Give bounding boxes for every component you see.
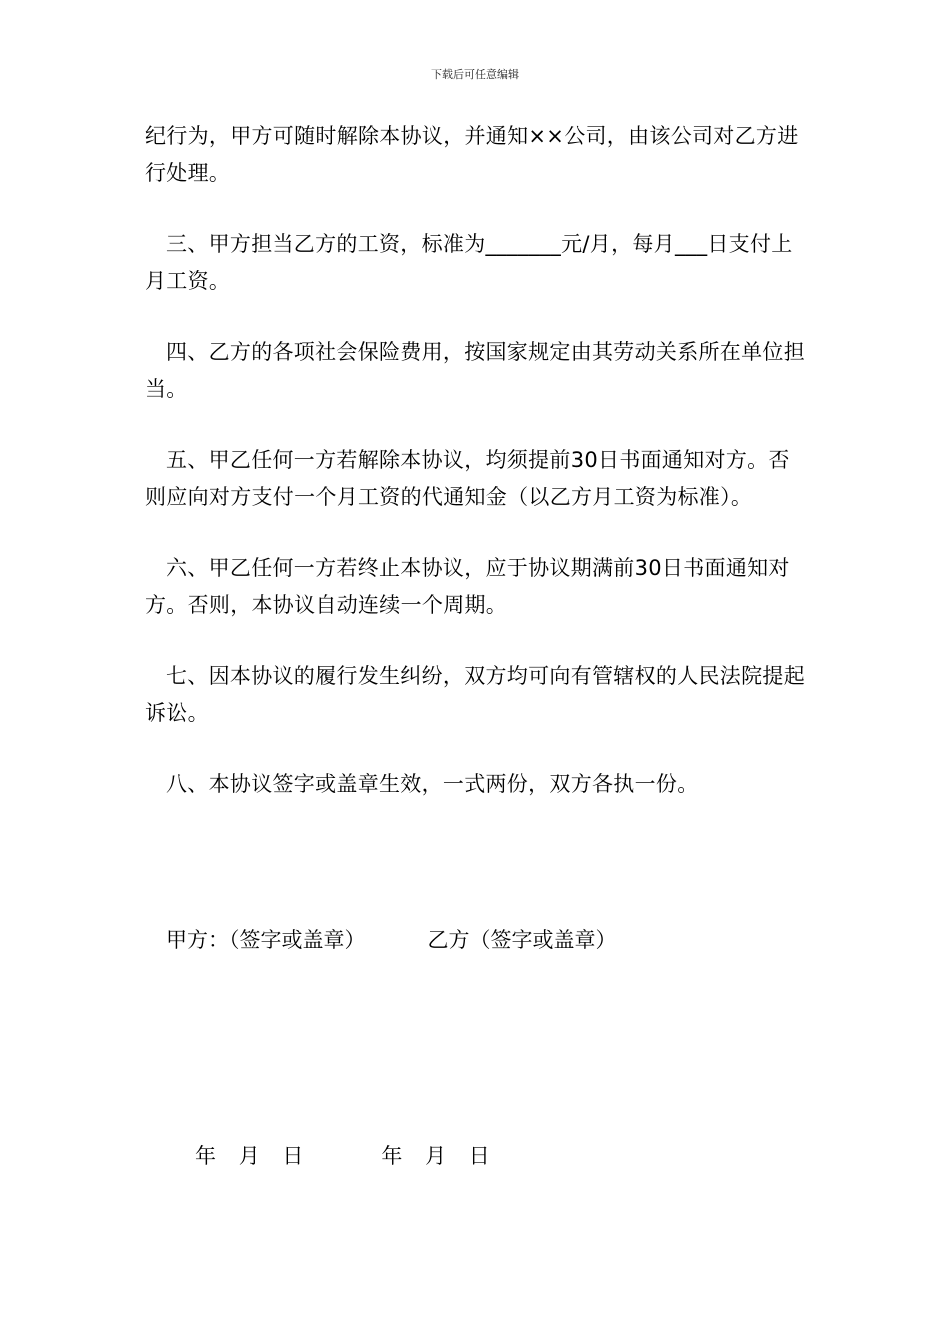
date-year-label: 年 <box>195 1144 216 1168</box>
party-b-signature: 乙方（签字或盖章） <box>427 928 617 952</box>
paragraph-clause-5: 五、甲乙任何一方若解除本协议，均须提前30日书面通知对方。否则应向对方支付一个月工资的代通知金（以乙方月工资为标准）。 <box>145 448 790 509</box>
header-note: 下载后可任意编辑 <box>431 68 519 81</box>
date-year-label: 年 <box>381 1144 403 1168</box>
date-day-label: 日 <box>282 1144 304 1168</box>
date-month-label: 月 <box>425 1144 447 1168</box>
party-a-date <box>195 1138 319 1175</box>
paragraph-clause-4: 四、乙方的各项社会保险费用，按国家规定由其劳动关系所在单位担当。 <box>145 340 805 401</box>
agreement-body <box>145 118 810 837</box>
party-a-signature: 甲方：（签字或盖章） <box>166 928 366 952</box>
signature-row <box>166 922 617 959</box>
paragraph-continuation: 纪行为，甲方可随时解除本协议，并通知××公司，由该公司对乙方进行处理。 <box>145 124 799 185</box>
date-month-label: 月 <box>238 1144 260 1168</box>
party-b-date <box>381 1138 505 1175</box>
paragraph-clause-6: 六、甲乙任何一方若终止本协议，应于协议期满前30日书面通知对方。否则，本协议自动连续一个周期。 <box>145 556 790 617</box>
date-day-label: 日 <box>468 1144 490 1168</box>
paragraph-clause-8: 八、本协议签字或盖章生效，一式两份，双方各执一份。 <box>166 772 699 796</box>
paragraph-clause-7: 七、因本协议的履行发生纠纷，双方均可向有管辖权的人民法院提起诉讼。 <box>145 664 805 725</box>
date-row <box>195 1138 506 1175</box>
paragraph-clause-3: 三、甲方担当乙方的工资，标准为_______元/月，每月___日支付上月工资。 <box>145 232 793 293</box>
